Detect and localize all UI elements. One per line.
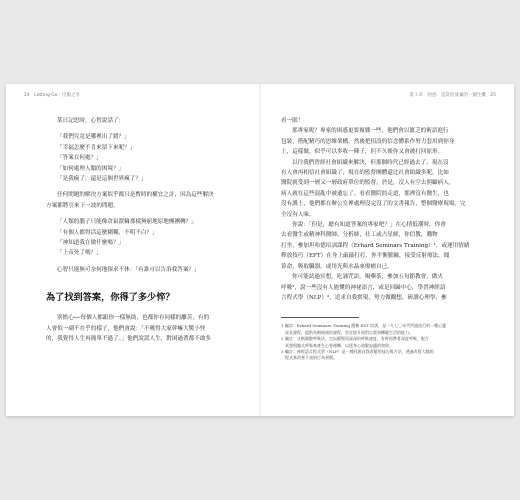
paragraph-line: 沒有護士，他們都在辦公室裡處理沒完沒了的文書報告，整個醫療現場，完	[281, 201, 466, 208]
page-number: 25	[490, 93, 496, 98]
paragraph-line: 打坐，參加坦哈德培訓課程（Erhard Seminars Training）¹，或運用情緒	[281, 242, 470, 249]
paragraph-line: 算命，吸取臓器，或用光與水晶來療癒自己。	[281, 263, 393, 270]
quote-line: 「答案在何處？」	[57, 155, 102, 162]
paragraph-line: 有人會再相信社會組織了，現在的監督團體還比社會組織多呢，比如	[281, 170, 449, 177]
book-spread	[6, 84, 514, 416]
paragraph-line: 呼吸²，說一些沒有人能懂的神祕語言，或是回歸中心，學習神經語	[281, 284, 446, 291]
paragraph-line: 某日記思時，心智說話了：	[57, 118, 125, 124]
paragraph-line: 別擔心──每個人都跟你一樣無助，也都你有同樣的離苦，有的	[57, 315, 210, 322]
quote-block	[46, 132, 241, 184]
quote-line: 「是我瘋了，還是這個世界瘋了？」	[57, 176, 147, 183]
paragraph-line: 醫院就受到一層又一層政府單位的監督，於是，沒人有空去照顧病人，	[281, 180, 455, 187]
quote-line: 「如何處理人類的困境？」	[57, 165, 125, 172]
quote-line: 「神知道我在做什麼嗎？」	[57, 240, 125, 247]
paragraph-line: 你可能試過冥想，吃誦咒語，喝藥茶，參加五旬節教會，做火	[292, 274, 444, 281]
left-page-body	[46, 116, 241, 345]
quote-line: 「我們究竟是哪裡出了錯？」	[57, 134, 130, 141]
paragraph-line: 釋放技巧（EFT）在身上敲敲打打，你平衡脈輪，接受反射療法，聞	[281, 253, 450, 260]
paragraph-line: 包裝，搭配精巧的思維架構，然後把招設的信念體系作努力套用到你身	[281, 138, 455, 145]
left-page-header	[24, 92, 80, 98]
left-page	[6, 84, 259, 416]
right-page-header	[409, 92, 496, 98]
paragraph-line: 看一眼！	[281, 118, 304, 124]
quote-line: 「上帝死了嗎？」	[57, 250, 102, 257]
right-page	[261, 84, 514, 416]
section-heading: 為了找到答案，你得了多少悴？	[46, 292, 175, 304]
footnote-line: 2 編註：又稱調整呼吸法，它以緩慢而深深的呼吸速度，有時再帶著深度呼吸，配合	[281, 336, 429, 342]
quote-block	[46, 217, 241, 259]
right-page-body	[281, 116, 481, 362]
footnote-line: 程式來改善不良的行為習慣。	[281, 355, 337, 361]
paragraph-line: 以往我們曾經社會組織來解決，但那個時代已經過去了，現在沒	[292, 159, 449, 166]
quote-line: 「人類的腦子只能像倉鼠滾輪那樣無窮地原地團團轉？」	[57, 219, 197, 226]
paragraph-line: 上，這樣做，似乎可以多收一陣子，但不久後你又會被打回原形。	[281, 149, 444, 156]
quote-line: 「有個人都得活這麼糊糊、不明不白？」	[57, 229, 158, 236]
page-number: 24	[24, 93, 30, 98]
paragraph-line: 去看醫生或精神科醫師，分析師，社工或占星師，你信教，購物	[281, 232, 438, 239]
paragraph-line: 全沒有人味。	[281, 211, 315, 218]
paragraph-line: 病人就在這些混亂中被遺忘了。看看醫院的走道，那裡沒有醫生，也	[281, 190, 449, 197]
quote-line: 「幸福怎麼不肯來留下來呢？」	[57, 144, 136, 151]
footnote-line: 冥想與腹式呼吸來產生心智運轉，以達身心放鬆安適的效果。	[281, 342, 393, 348]
running-title: Letting Go・臣服之享	[34, 93, 81, 98]
paragraph-line: 的，我覺得人生再簡單不過了。」他們說謊人生，對困過著都不敢多	[46, 336, 212, 343]
footnote-line: 3 編註：神經語言程式學（NLP）是一種找源自我改變的技巧與方法，透過改寫大腦的	[281, 348, 434, 354]
running-title: 第１章 困惑：是當你放棄的一個生機	[409, 93, 486, 98]
paragraph-line: 任何問題的解決方案似乎都只是暫時的權宜之計，因為這些解決	[57, 192, 214, 199]
paragraph-line: 那專家呢？專家的困惑更要複雜一些，他們會以匱乏的術語進行	[292, 128, 449, 135]
paragraph-line: 人會似一副不在乎的樣子，他們會說：「不曉得大家幹嘛大驚小怪	[46, 325, 206, 332]
paragraph-line: 心智只能無可奈何地探求不休：「有誰可以告訴我答案？」	[57, 266, 200, 273]
paragraph-line: 你說：「但是，總有知道答案的專家吧？」在心情低潮時，你會	[292, 222, 446, 229]
paragraph-line: 方案都將引來下一波的問題。	[46, 202, 119, 209]
footnote-rule	[281, 317, 359, 318]
footnote-line: 成長課程，提供為期兩週的課程，旨在提升面對自我和轉變生活的能力。	[281, 329, 413, 335]
footnote-line: 1 編註：Erhard Seminars Training 簡稱 EST 培訓，是一九七〇年代所盛流行的一種心靈	[281, 323, 447, 329]
paragraph-line: 言程式學（NLP）³，追求自我實現，努力做觀想，研讀心理學，參	[281, 294, 447, 301]
